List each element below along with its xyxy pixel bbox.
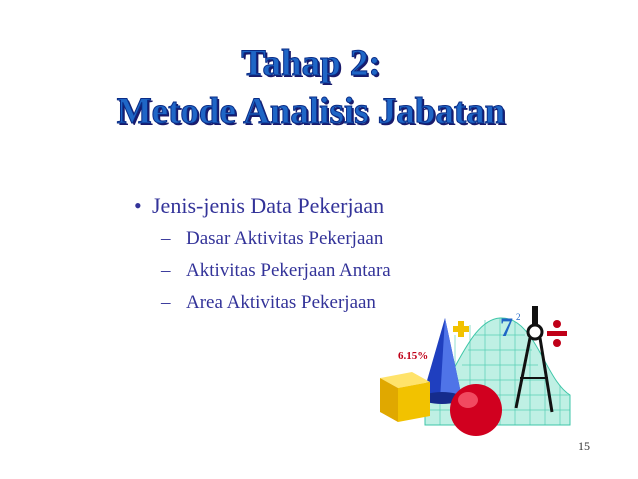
plus-bar	[458, 321, 464, 337]
sphere-icon	[450, 384, 502, 436]
sub-bullet-list	[134, 225, 391, 317]
exponent-label: 2	[516, 312, 521, 322]
sub-bullet-item	[134, 225, 391, 253]
slide-title	[0, 40, 622, 136]
number-label: 7	[500, 313, 513, 342]
plus-icon	[453, 321, 469, 337]
title-line-2: Metode Analisis Jabatan	[116, 91, 506, 132]
cube-icon	[380, 372, 430, 422]
bullet-list	[134, 192, 391, 317]
sub-bullet-marker: –	[161, 228, 171, 249]
sub-bullet-marker: –	[161, 292, 171, 313]
page-number: 15	[578, 439, 590, 453]
bullet-marker: •	[134, 193, 142, 218]
title-line-1: Tahap 2:	[241, 43, 381, 84]
sub-bullet-text: Aktivitas Pekerjaan Antara	[186, 260, 391, 281]
bullet-item	[134, 192, 391, 220]
percent-label: 6.15%	[398, 350, 429, 362]
sub-bullet-text: Area Aktivitas Pekerjaan	[186, 292, 376, 313]
math-geometry-clipart	[370, 300, 580, 470]
sub-bullet-item	[134, 289, 391, 317]
bullet-text: Jenis-jenis Data Pekerjaan	[152, 193, 385, 218]
sub-bullet-marker: –	[161, 260, 171, 281]
sub-bullet-item	[134, 257, 391, 285]
sub-bullet-text: Dasar Aktivitas Pekerjaan	[186, 228, 384, 249]
divide-icon	[547, 320, 567, 347]
